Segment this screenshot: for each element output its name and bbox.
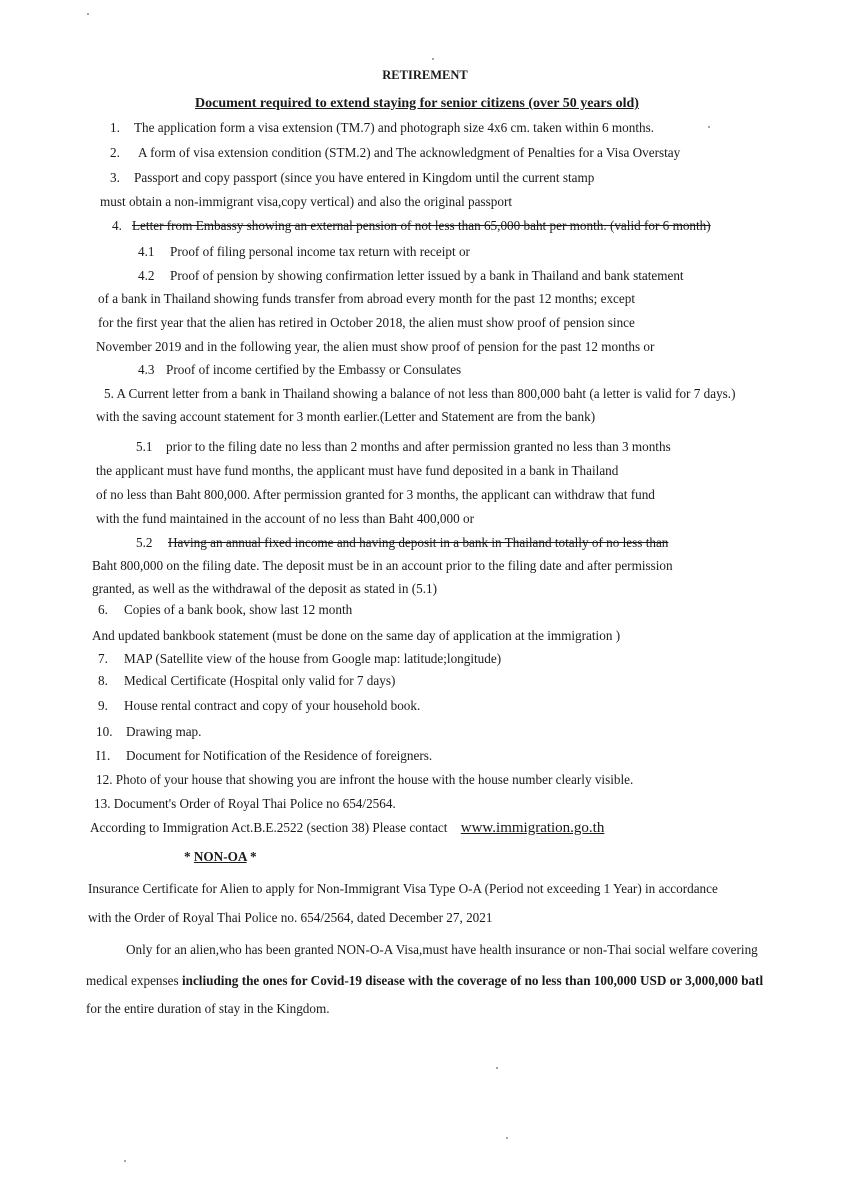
page-subtitle: Document required to extend staying for senior citizens (over 50 years old) xyxy=(195,96,639,111)
item-text: Having an annual fixed income and having deposit in a bank in Thailand totally of no less than xyxy=(168,535,669,550)
item-number: 5.1 xyxy=(136,439,153,454)
item-continuation: granted, as well as the withdrawal of the deposit as stated in (5.1) xyxy=(92,581,437,596)
item-number: 9. xyxy=(98,698,108,713)
list-item: 12. Photo of your house that showing you are infront the house with the house number clearly visible. xyxy=(96,772,634,787)
nonoa-paragraph xyxy=(86,973,763,989)
list-item xyxy=(96,748,432,764)
immigration-link[interactable]: www.immigration.go.th xyxy=(460,820,605,836)
scan-speck xyxy=(124,1160,126,1162)
item-continuation: Baht 800,000 on the filing date. The deposit must be in an account prior to the filing date and after permission xyxy=(92,558,673,573)
item-number: 2. xyxy=(110,145,120,160)
list-item xyxy=(98,651,501,667)
item-number: 4.2 xyxy=(138,268,155,283)
nonoa-title: NON-OA xyxy=(193,849,247,864)
item-text: A form of visa extension condition (STM.2) and The acknowledgment of Penalties for a Visa Overstay xyxy=(138,145,681,160)
nonoa-paragraph: Insurance Certificate for Alien to apply for Non-Immigrant Visa Type O-A (Period not exceeding 1 Year) in accordance xyxy=(88,881,718,896)
contact-line xyxy=(90,820,604,836)
item-text: Proof of filing personal income tax return with receipt or xyxy=(170,244,470,259)
sub-item xyxy=(136,535,668,551)
bold-text: incliuding the ones for Covid-19 disease with the coverage of no less than 100,000 USD or 3,000,000 batl xyxy=(181,973,764,988)
list-item: 13. Document's Order of Royal Thai Police no 654/2564. xyxy=(94,796,396,811)
list-item xyxy=(98,673,395,689)
item-text: Proof of income certified by the Embassy or Consulates xyxy=(166,362,462,377)
item-number: 4. xyxy=(112,218,122,233)
item-text: Letter from Embassy showing an external pension of not less than 65,000 baht per month. (valid for 6 month) xyxy=(132,218,711,233)
item-number: 4.1 xyxy=(138,244,155,259)
star-icon: * xyxy=(249,849,257,864)
item-continuation: of no less than Baht 800,000. After permission granted for 3 months, the applicant can withdraw that fund xyxy=(96,487,655,502)
list-item xyxy=(98,602,352,618)
list-item xyxy=(110,145,680,161)
list-item xyxy=(112,218,711,234)
sub-item xyxy=(138,362,461,378)
list-item: 5. A Current letter from a bank in Thailand showing a balance of not less than 800,000 baht (a letter is valid for 7 days.) xyxy=(104,386,736,401)
item-continuation: with the saving account statement for 3 month earlier.(Letter and Statement are from the bank) xyxy=(96,409,596,424)
item-continuation: And updated bankbook statement (must be done on the same day of application at the immigration ) xyxy=(92,628,621,643)
item-text: Document for Notification of the Residence of foreigners. xyxy=(126,748,433,763)
item-number: 10. xyxy=(96,724,113,739)
nonoa-paragraph: Only for an alien,who has been granted NON-O-A Visa,must have health insurance or non-Thai social welfare covering xyxy=(126,942,758,957)
item-text: Copies of a bank book, show last 12 month xyxy=(124,602,353,617)
list-item xyxy=(96,724,201,740)
sub-item xyxy=(138,244,470,260)
item-continuation: must obtain a non-immigrant visa,copy vertical) and also the original passport xyxy=(100,194,513,209)
nonoa-paragraph: with the Order of Royal Thai Police no. 654/2564, dated December 27, 2021 xyxy=(88,910,493,925)
item-continuation: with the fund maintained in the account of no less than Baht 400,000 or xyxy=(96,511,474,526)
item-text: prior to the filing date no less than 2 months and after permission granted no less than 3 months xyxy=(166,439,671,454)
plain-text: medical expenses xyxy=(86,973,179,988)
item-text: Passport and copy passport (since you have entered in Kingdom until the current stamp xyxy=(134,170,595,185)
list-item xyxy=(110,120,654,136)
item-text: Drawing map. xyxy=(126,724,202,739)
item-text: MAP (Satellite view of the house from Google map: latitude;longitude) xyxy=(124,651,502,666)
scan-speck xyxy=(708,126,710,128)
item-number: 3. xyxy=(110,170,120,185)
scan-speck xyxy=(432,58,434,60)
item-continuation: the applicant must have fund months, the applicant must have fund deposited in a bank in Thailand xyxy=(96,463,619,478)
item-number: 7. xyxy=(98,651,108,666)
page-title: RETIREMENT xyxy=(382,68,468,82)
scan-speck xyxy=(506,1137,508,1139)
list-item xyxy=(110,170,594,186)
item-continuation: November 2019 and in the following year, the alien must show proof of pension for the past 12 months or xyxy=(96,339,655,354)
item-continuation: of a bank in Thailand showing funds transfer from abroad every month for the past 12 months; except xyxy=(98,291,636,306)
sub-item xyxy=(138,268,684,284)
item-number: 4.3 xyxy=(138,362,155,377)
sub-item xyxy=(136,439,671,455)
item-number: 6. xyxy=(98,602,108,617)
item-continuation: for the first year that the alien has retired in October 2018, the alien must show proof of pension since xyxy=(98,315,635,330)
scan-speck xyxy=(87,13,89,15)
item-text: Proof of pension by showing confirmation letter issued by a bank in Thailand and bank statement xyxy=(170,268,684,283)
list-item xyxy=(98,698,420,714)
item-number: 8. xyxy=(98,673,108,688)
item-text: Medical Certificate (Hospital only valid for 7 days) xyxy=(124,673,396,688)
nonoa-paragraph: for the entire duration of stay in the Kingdom. xyxy=(86,1001,330,1016)
nonoa-heading xyxy=(184,849,257,865)
item-number: 5.2 xyxy=(136,535,153,550)
contact-text: According to Immigration Act.B.E.2522 (section 38) Please contact xyxy=(90,820,448,835)
star-icon: * xyxy=(184,849,191,864)
item-text: House rental contract and copy of your household book. xyxy=(124,698,421,713)
item-number: 1. xyxy=(110,120,120,135)
item-text: The application form a visa extension (TM.7) and photograph size 4x6 cm. taken within 6 months. xyxy=(134,120,655,135)
scan-speck xyxy=(496,1067,498,1069)
item-number: I1. xyxy=(96,748,111,763)
